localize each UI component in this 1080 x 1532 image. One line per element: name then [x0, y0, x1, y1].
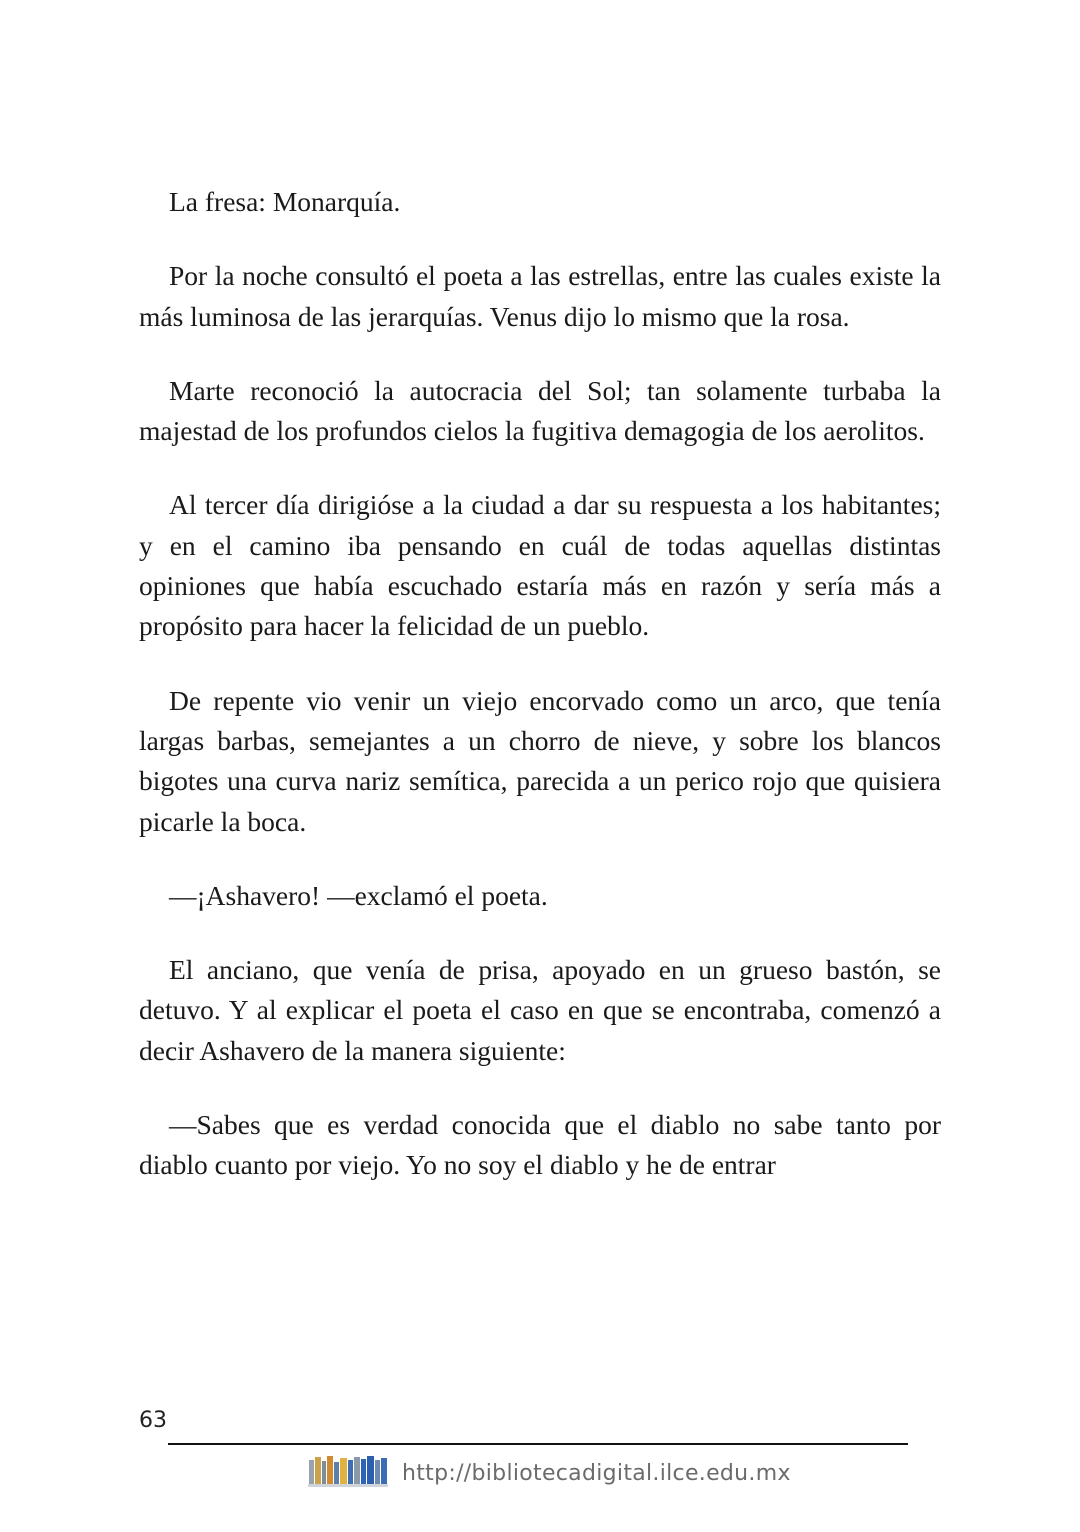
footer-url: http://bibliotecadigital.ilce.edu.mx	[402, 1461, 791, 1486]
paragraph: Al tercer día dirigióse a la ciudad a dar su respuesta a los habitantes; y en el camino iba pensando en cuál de todas aquellas distintas opiniones que había escuchado estaría más en razón y sería más a propósito para hacer la felicidad de un pueblo.	[139, 489, 941, 642]
books-icon	[308, 1454, 390, 1488]
paragraph: La fresa: Monarquía.	[169, 186, 401, 217]
paragraph: Marte reconoció la autocracia del Sol; tan solamente turbaba la majestad de los profundos cielos la fugitiva demagogia de los aerolitos.	[139, 374, 941, 447]
paragraph: Por la noche consultó el poeta a las estrellas, entre las cuales existe la más luminosa de las jerarquías. Venus dijo lo mismo que la rosa.	[139, 260, 941, 332]
footer-divider	[168, 1443, 908, 1445]
page-body	[139, 182, 941, 1220]
paragraph: —Sabes que es verdad conocida que el diablo no sabe tanto por diablo cuanto por viejo. Yo no soy el diablo y he de entrar	[139, 1109, 941, 1181]
page-number: 63	[139, 1408, 167, 1433]
paragraph: De repente vio venir un viejo encorvado como un arco, que tenía largas barbas, semejantes a un chorro de nieve, y sobre los blancos bigotes una curva nariz semítica, parecida a un perico rojo que quisiera picarle la boca.	[139, 684, 941, 837]
paragraph: —¡Ashavero! —exclamó el poeta.	[169, 879, 548, 911]
paragraph: El anciano, que venía de prisa, apoyado en un grueso bastón, se detuvo. Y al explicar el poeta el caso en que se encontraba, comenzó a decir Ashavero de la manera siguiente:	[139, 954, 941, 1066]
